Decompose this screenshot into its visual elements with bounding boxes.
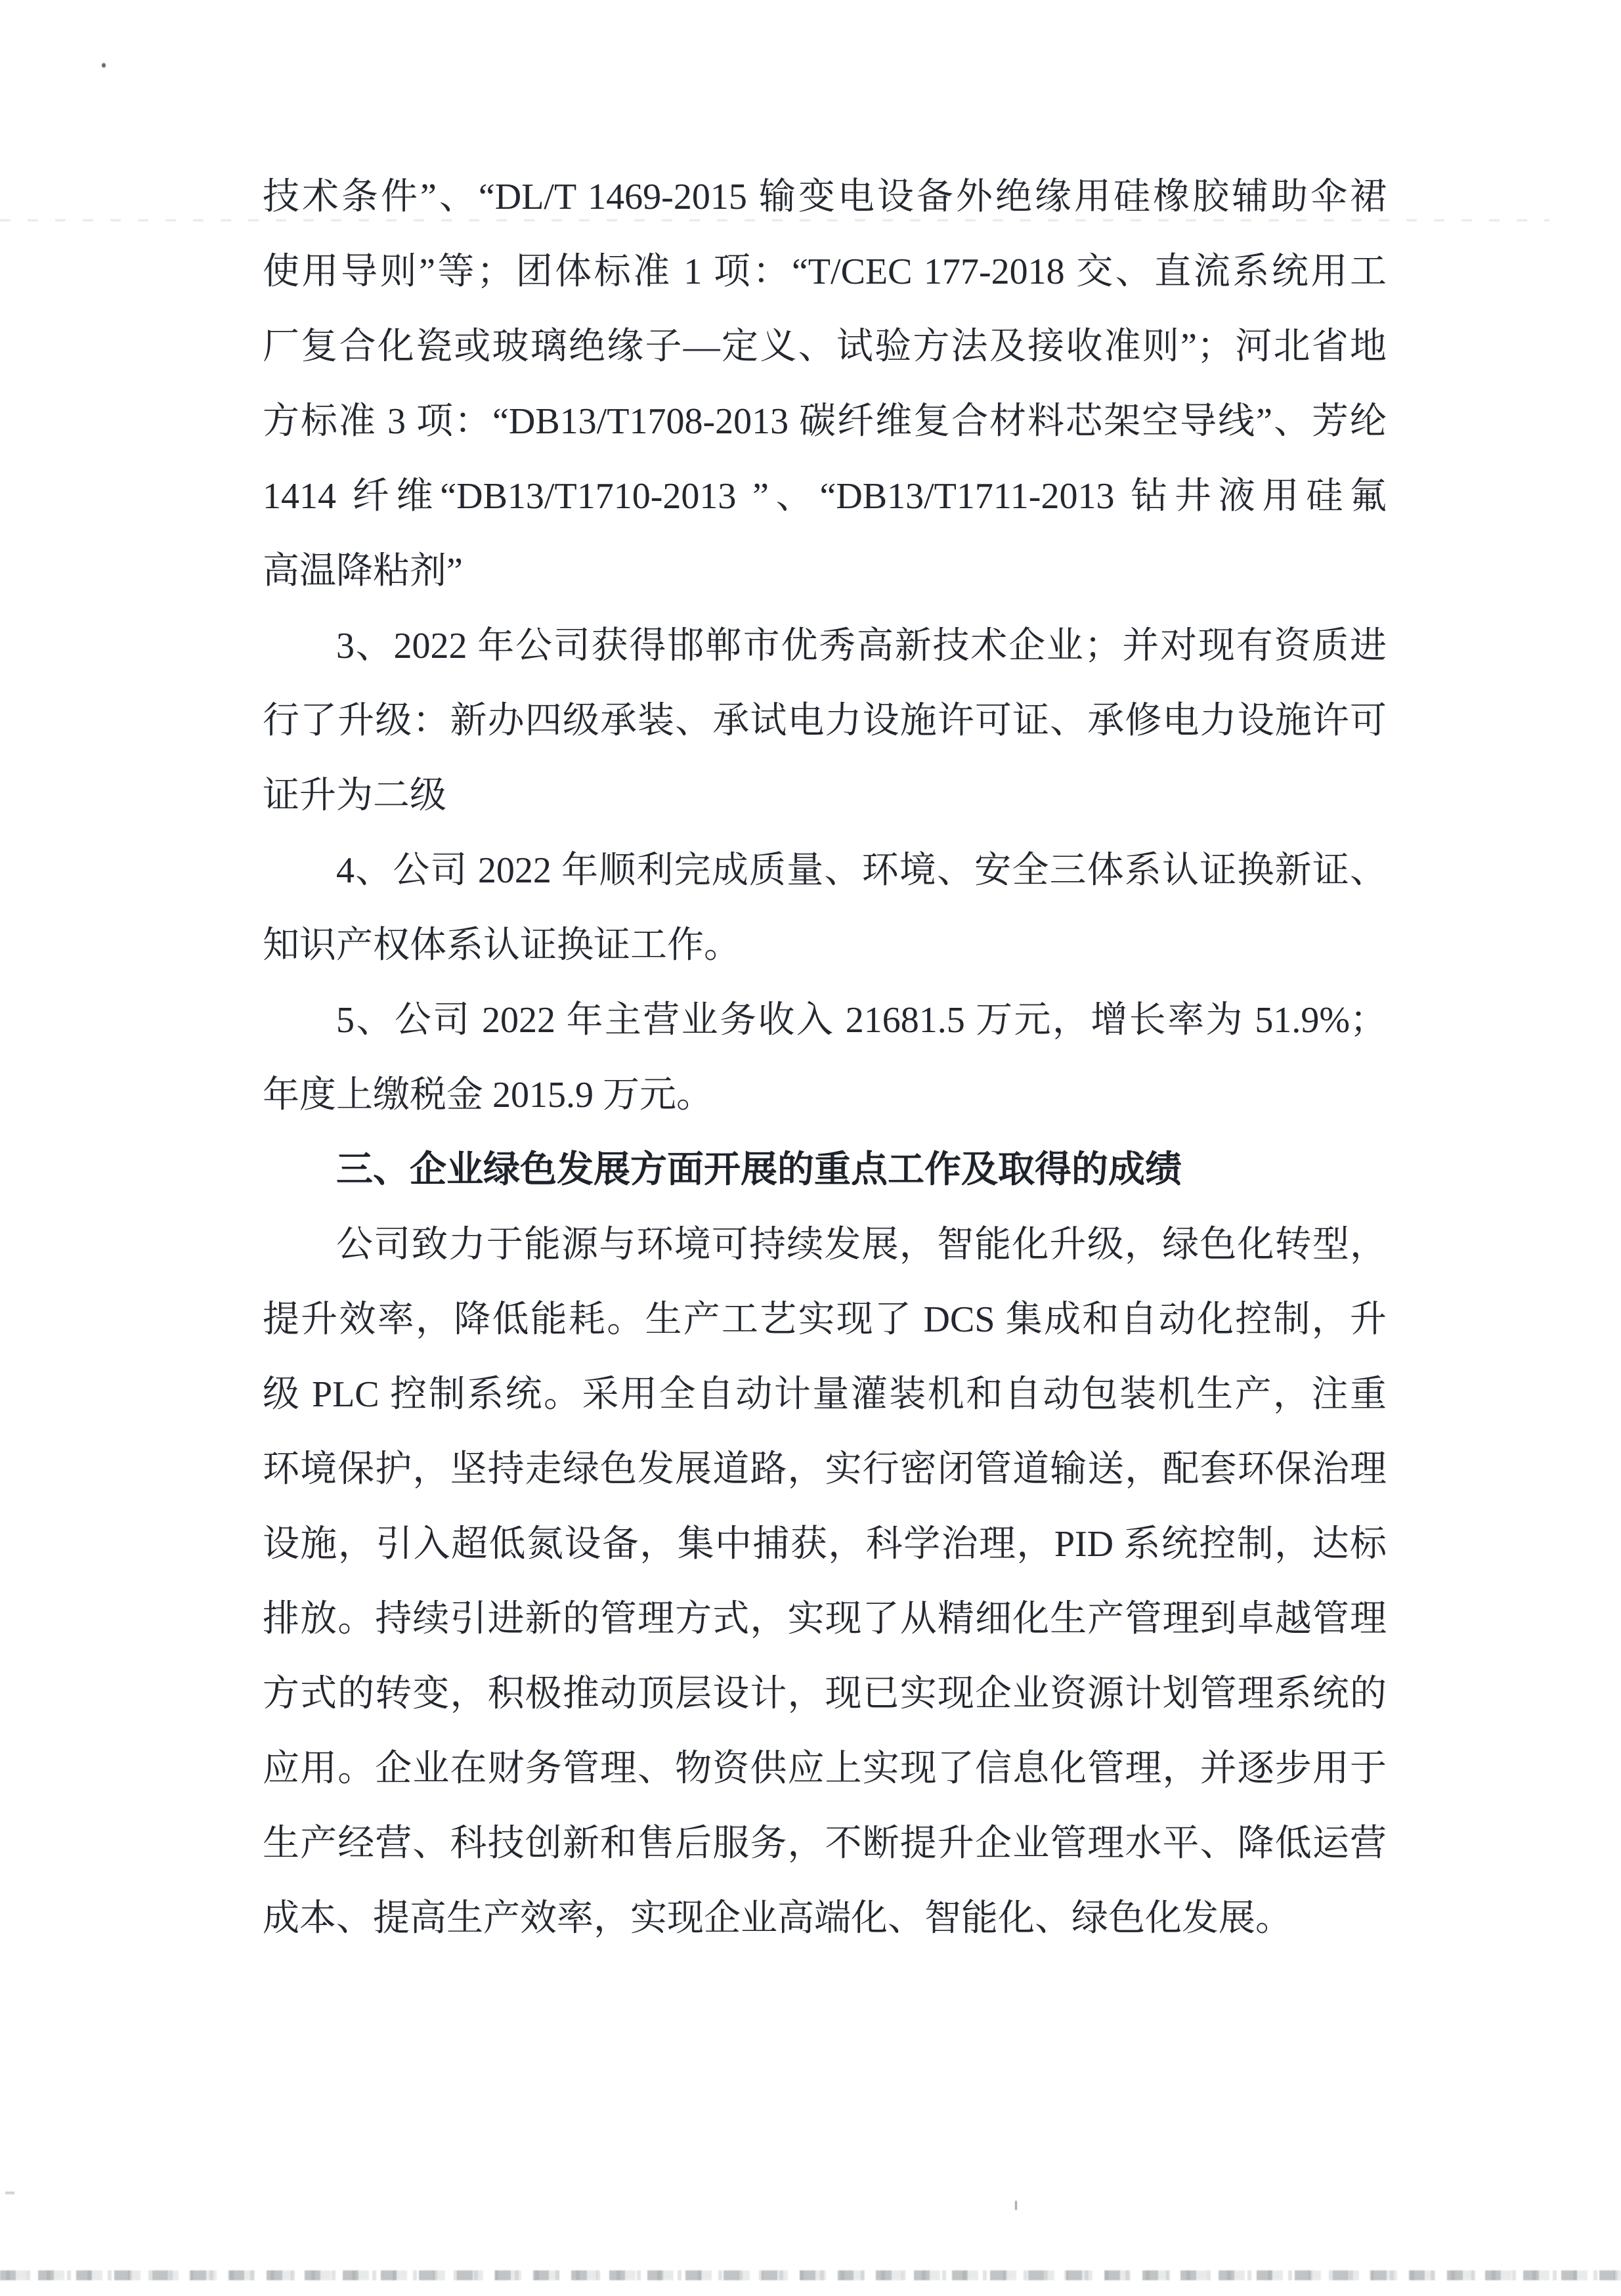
scan-artifact-bottom-band bbox=[0, 2270, 1621, 2280]
text-line: 应用。企业在财务管理、物资供应上实现了信息化管理，并逐步用于 bbox=[263, 1748, 1387, 1789]
text-line: 厂复合化瓷或玻璃绝缘子—定义、试验方法及接收准则”；河北省地 bbox=[263, 326, 1387, 367]
text-line: 5、公司 2022 年主营业务收入 21681.5 万元，增长率为 51.9%； bbox=[336, 1000, 1387, 1041]
text-line: 成本、提高生产效率，实现企业高端化、智能化、绿色化发展。 bbox=[263, 1898, 1292, 1939]
text-line: 技术条件”、“DL/T 1469-2015 输变电设备外绝缘用硅橡胶辅助伞裙 bbox=[263, 177, 1387, 217]
text-line: 高温降粘剂” bbox=[263, 551, 463, 592]
text-line: 设施，引入超低氮设备，集中捕获，科学治理，PID 系统控制，达标 bbox=[263, 1524, 1387, 1565]
text-line: 4、公司 2022 年顺利完成质量、环境、安全三体系认证换新证、 bbox=[336, 850, 1387, 891]
text-line: 行了升级：新办四级承装、承试电力设施许可证、承修电力设施许可 bbox=[263, 701, 1387, 741]
text-line: 证升为二级 bbox=[263, 775, 446, 816]
text-line: 知识产权体系认证换证工作。 bbox=[263, 925, 741, 966]
scan-artifact-speck bbox=[5, 2192, 14, 2194]
text-line: 提升效率，降低能耗。生产工艺实现了 DCS 集成和自动化控制，升 bbox=[263, 1299, 1387, 1340]
text-line: 使用导则”等；团体标准 1 项：“T/CEC 177-2018 交、直流系统用工 bbox=[263, 251, 1387, 292]
document-text bbox=[263, 160, 1387, 1956]
scan-artifact-speck bbox=[102, 63, 106, 68]
text-line: 公司致力于能源与环境可持续发展，智能化升级，绿色化转型， bbox=[336, 1224, 1387, 1265]
text-line: 生产经营、科技创新和售后服务，不断提升企业管理水平、降低运营 bbox=[263, 1823, 1387, 1864]
text-line: 排放。持续引进新的管理方式，实现了从精细化生产管理到卓越管理 bbox=[263, 1599, 1387, 1639]
text-line: 方式的转变，积极推动顶层设计，现已实现企业资源计划管理系统的 bbox=[263, 1674, 1387, 1714]
heading-line: 三、企业绿色发展方面开展的重点工作及取得的成绩 bbox=[336, 1150, 1182, 1190]
text-line: 方标准 3 项：“DB13/T1708-2013 碳纤维复合材料芯架空导线”、芳纶 bbox=[263, 401, 1387, 442]
scan-artifact-speck bbox=[1015, 2201, 1017, 2210]
text-line: 环境保护，坚持走绿色发展道路，实行密闭管道输送，配套环保治理 bbox=[263, 1449, 1387, 1490]
text-line: 1414 纤维“DB13/T1710-2013 ”、“DB13/T1711-2013 钻井液用硅氟 bbox=[263, 476, 1387, 517]
text-line: 3、2022 年公司获得邯郸市优秀高新技术企业；并对现有资质进 bbox=[336, 626, 1387, 666]
text-line: 级 PLC 控制系统。采用全自动计量灌装机和自动包装机生产，注重 bbox=[263, 1374, 1387, 1415]
text-line: 年度上缴税金 2015.9 万元。 bbox=[263, 1075, 713, 1116]
